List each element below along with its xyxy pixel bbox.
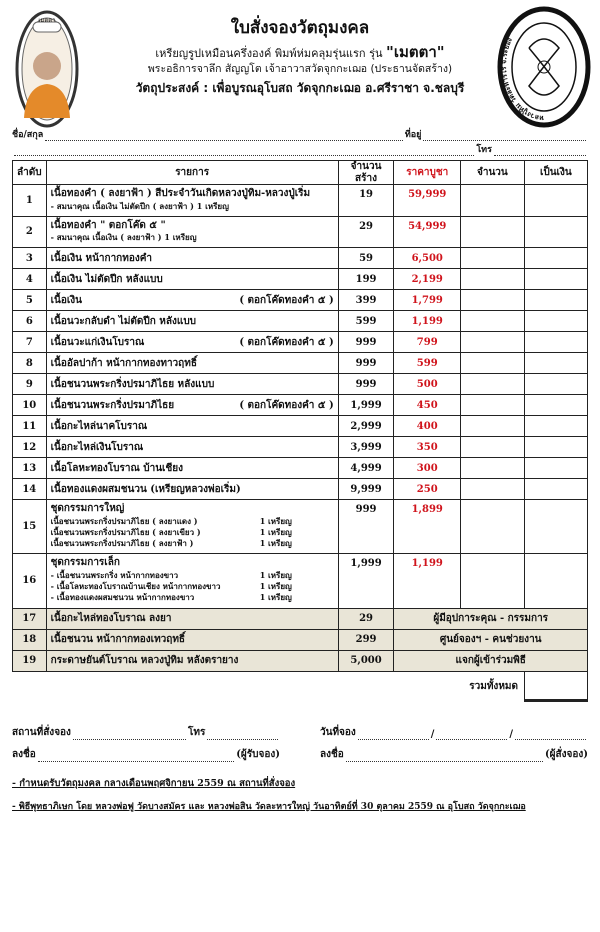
sub-item-text: - เนื้อทองแดงผสมชนวน หน้ากากทองขาว bbox=[50, 592, 195, 603]
column-header: รายการ bbox=[46, 161, 338, 185]
table-row bbox=[13, 311, 588, 332]
built-quantity: 2,999 bbox=[338, 416, 394, 437]
signature-row-2 bbox=[12, 746, 588, 762]
receiver-dots bbox=[38, 753, 234, 762]
phone-field[interactable] bbox=[12, 142, 588, 156]
order-quantity-input[interactable] bbox=[461, 269, 525, 290]
item-cell bbox=[46, 269, 338, 290]
phone-label: โทร bbox=[476, 145, 492, 155]
sub-item bbox=[51, 517, 334, 526]
amount-cell[interactable] bbox=[524, 332, 587, 353]
item-cell bbox=[46, 216, 338, 248]
item-name bbox=[51, 295, 334, 307]
item-cell bbox=[46, 248, 338, 269]
item-text: เนื้อกะไหล่เงินโบราณ bbox=[50, 441, 144, 453]
sub-item-text: - สมนาคุณ เนื้อเงิน ( ลงยาฟ้า ) 1 เหรียญ bbox=[50, 232, 197, 243]
table-row bbox=[13, 629, 588, 650]
item-cell bbox=[46, 395, 338, 416]
row-number: 6 bbox=[13, 311, 47, 332]
price-cell: 2,199 bbox=[394, 269, 461, 290]
address-dots-2 bbox=[14, 147, 474, 156]
item-name bbox=[51, 613, 334, 625]
price-cell: 450 bbox=[394, 395, 461, 416]
item-name bbox=[51, 463, 334, 475]
item-code-tag: ( ตอกโค๊ดทองคำ ๕ ) bbox=[239, 336, 334, 348]
orderer-label: (ผู้สั่งจอง) bbox=[544, 748, 588, 760]
row-number: 12 bbox=[13, 437, 47, 458]
price-cell: 59,999 bbox=[394, 185, 461, 217]
order-table bbox=[12, 160, 588, 672]
row-number: 17 bbox=[13, 608, 47, 629]
sub-item-text: - เนื้อโลหะทองโบราณบ้านเชียง หน้ากากทองขาว bbox=[50, 581, 221, 592]
item-cell bbox=[46, 185, 338, 217]
price-cell: 599 bbox=[394, 353, 461, 374]
order-quantity-input[interactable] bbox=[461, 353, 525, 374]
total-amount-box[interactable] bbox=[524, 672, 588, 702]
footer-note-ceremony: - พิธีพุทธาภิเษก โดย หลวงพ่อฟู วัดบางสมัคร และ หลวงพ่อสิน วัดละหารใหญ่ วันอาทิตย์ที่ 30 ตุลาคม 2559 ณ อุโบสถ วัดจุกกะเฌอ bbox=[12, 801, 526, 812]
item-cell bbox=[46, 500, 338, 554]
table-row bbox=[13, 248, 588, 269]
column-header: จำนวนสร้าง bbox=[338, 161, 394, 185]
item-name bbox=[51, 400, 334, 412]
remark-cell: แจกผู้เข้าร่วมพิธี bbox=[394, 650, 588, 671]
order-quantity-input[interactable] bbox=[461, 395, 525, 416]
receiver-signature-field[interactable] bbox=[12, 746, 280, 762]
remark-cell: ศูนย์จองฯ - คนช่วยงาน bbox=[394, 629, 588, 650]
built-quantity: 1,999 bbox=[338, 395, 394, 416]
purpose-line: วัตถุประสงค์ : เพื่อบูรณอุโบสถ วัดจุกกะเฌอ อ.ศรีราชา จ.ชลบุรี bbox=[135, 81, 465, 95]
built-quantity: 29 bbox=[338, 608, 394, 629]
built-quantity: 4,999 bbox=[338, 458, 394, 479]
item-name bbox=[51, 188, 334, 200]
amount-cell[interactable] bbox=[524, 395, 587, 416]
item-name bbox=[51, 634, 334, 646]
item-cell bbox=[46, 332, 338, 353]
price-cell: 54,999 bbox=[394, 216, 461, 248]
left-logo-text: เมตตา bbox=[38, 17, 56, 24]
item-cell bbox=[46, 629, 338, 650]
day-dots bbox=[358, 731, 429, 740]
built-quantity: 59 bbox=[338, 248, 394, 269]
item-text: เนื้อเงิน bbox=[50, 294, 82, 306]
amount-cell[interactable] bbox=[524, 416, 587, 437]
row-number: 5 bbox=[13, 290, 47, 311]
seal-ring-text: หลวงปู่ทิม วัดละหารไร่ จ.ระยอง bbox=[500, 36, 545, 123]
order-quantity-input[interactable] bbox=[461, 479, 525, 500]
series-name: "เมตตา" bbox=[386, 43, 445, 61]
row-number: 15 bbox=[13, 500, 47, 554]
order-quantity-input[interactable] bbox=[461, 248, 525, 269]
table-row bbox=[13, 479, 588, 500]
table-row bbox=[13, 554, 588, 608]
order-quantity-input[interactable] bbox=[461, 554, 525, 608]
table-row bbox=[13, 608, 588, 629]
item-name bbox=[51, 655, 334, 667]
item-name bbox=[51, 220, 334, 232]
form-body bbox=[12, 160, 588, 813]
item-text: เนื้อทองคำ ( ลงยาฟ้า ) สีประจำวันเกิดหลวงปู่ทิม-หลวงปู่เริ่ม bbox=[50, 188, 311, 199]
price-cell: 350 bbox=[394, 437, 461, 458]
item-cell bbox=[46, 437, 338, 458]
item-text: ชุดกรรมการใหญ่ bbox=[50, 503, 125, 515]
item-cell bbox=[46, 650, 338, 671]
price-cell: 500 bbox=[394, 374, 461, 395]
sub-item-qty: 1 เหรียญ bbox=[259, 538, 292, 549]
built-quantity: 399 bbox=[338, 290, 394, 311]
sub-item-qty: 1 เหรียญ bbox=[259, 581, 292, 592]
built-quantity: 999 bbox=[338, 374, 394, 395]
row-number: 8 bbox=[13, 353, 47, 374]
order-quantity-input[interactable] bbox=[461, 374, 525, 395]
price-cell: 1,899 bbox=[394, 500, 461, 554]
sub-item-text: - เนื้อชนวนพระกริ่ง หน้ากากทองขาว bbox=[50, 569, 179, 580]
order-quantity-input[interactable] bbox=[461, 332, 525, 353]
table-row bbox=[13, 437, 588, 458]
table-row bbox=[13, 395, 588, 416]
item-text: เนื้อโลหะทองโบราณ บ้านเชียง bbox=[50, 462, 184, 474]
row-number: 14 bbox=[13, 479, 47, 500]
table-row bbox=[13, 353, 588, 374]
item-cell bbox=[46, 608, 338, 629]
item-name bbox=[51, 557, 334, 569]
item-name bbox=[51, 274, 334, 286]
year-dots bbox=[515, 731, 586, 740]
price-cell: 1,199 bbox=[394, 311, 461, 332]
item-text: เนื้อชนวนพระกริ่งปรมาภิไธย bbox=[50, 399, 175, 411]
table-row bbox=[13, 650, 588, 671]
date-label: วันที่จอง bbox=[320, 726, 356, 738]
built-quantity: 19 bbox=[338, 185, 394, 217]
row-number: 16 bbox=[13, 554, 47, 608]
remark-cell: ผู้มีอุปการะคุณ - กรรมการ bbox=[394, 608, 588, 629]
address-label: ที่อยู่ bbox=[404, 130, 422, 140]
item-text: กระดาษยันต์โบราณ หลวงปู่ทิม หลังตรายาง bbox=[50, 654, 239, 666]
row-number: 13 bbox=[13, 458, 47, 479]
sub-item bbox=[51, 582, 334, 591]
item-cell bbox=[46, 458, 338, 479]
month-dots bbox=[436, 731, 507, 740]
built-quantity: 3,999 bbox=[338, 437, 394, 458]
sub-item bbox=[51, 233, 334, 242]
table-row bbox=[13, 269, 588, 290]
row-number: 7 bbox=[13, 332, 47, 353]
amount-cell[interactable] bbox=[524, 269, 587, 290]
place-phone-label: โทร bbox=[188, 726, 206, 738]
amount-cell[interactable] bbox=[524, 479, 587, 500]
place-label: สถานที่สั่งจอง bbox=[12, 726, 71, 738]
sub-item bbox=[51, 202, 334, 211]
item-cell bbox=[46, 479, 338, 500]
table-row bbox=[13, 458, 588, 479]
item-code-tag: ( ตอกโค๊ดทองคำ ๕ ) bbox=[239, 399, 334, 411]
column-header: ราคาบูชา bbox=[394, 161, 461, 185]
address-dots bbox=[423, 132, 586, 141]
order-quantity-input[interactable] bbox=[461, 185, 525, 217]
item-cell bbox=[46, 311, 338, 332]
table-row bbox=[13, 332, 588, 353]
item-text: เนื้อทองแดงผสมชนวน (เหรียญหลวงพ่อเริ่ม) bbox=[50, 483, 241, 495]
table-row bbox=[13, 290, 588, 311]
item-cell bbox=[46, 374, 338, 395]
sub-item-qty bbox=[260, 202, 314, 211]
item-cell bbox=[46, 554, 338, 608]
item-text: เนื้อเงิน หน้ากากทองคำ bbox=[50, 252, 153, 264]
row-number: 11 bbox=[13, 416, 47, 437]
footer-note-pickup: - กำหนดรับวัตถุมงคล กลางเดือนพฤศจิกายน 2559 ณ สถานที่สั่งจอง bbox=[12, 777, 296, 789]
built-quantity: 5,000 bbox=[338, 650, 394, 671]
row-number: 3 bbox=[13, 248, 47, 269]
sub-item bbox=[51, 571, 334, 580]
amount-cell[interactable] bbox=[524, 311, 587, 332]
table-row bbox=[13, 416, 588, 437]
amount-cell[interactable] bbox=[524, 554, 587, 608]
column-header: เป็นเงิน bbox=[524, 161, 587, 185]
item-code-tag: ( ตอกโค๊ดทองคำ ๕ ) bbox=[239, 294, 334, 306]
table-row bbox=[13, 216, 588, 248]
subtitle-text: เหรียญรูปเหมือนครึ่งองค์ พิมพ์ห่มคลุมรุ่นแรก รุ่น bbox=[155, 47, 383, 60]
built-quantity: 999 bbox=[338, 332, 394, 353]
item-name bbox=[51, 379, 334, 391]
item-name bbox=[51, 484, 334, 496]
item-text: เนื้อชนวน หน้ากากทองเทวฤทธิ์ bbox=[50, 633, 186, 645]
order-quantity-input[interactable] bbox=[461, 458, 525, 479]
order-quantity-input[interactable] bbox=[461, 311, 525, 332]
chairman-line: พระอธิการจาลึก สัญญโต เจ้าอาวาสวัดจุกกะเฌอ (ประธานจัดสร้าง) bbox=[147, 63, 453, 75]
amount-cell[interactable] bbox=[524, 500, 587, 554]
item-name bbox=[51, 253, 334, 265]
built-quantity: 299 bbox=[338, 629, 394, 650]
row-number: 9 bbox=[13, 374, 47, 395]
item-text: เนื้อกะไหล่นาคโบราณ bbox=[50, 420, 148, 432]
amount-cell[interactable] bbox=[524, 374, 587, 395]
built-quantity: 999 bbox=[338, 353, 394, 374]
item-text: เนื้อทองคำ " ตอกโค๊ด ๕ " bbox=[50, 219, 166, 231]
price-cell: 6,500 bbox=[394, 248, 461, 269]
sign-label: ลงชื่อ bbox=[12, 748, 36, 760]
name-label: ชื่อ/สกุล bbox=[12, 130, 44, 140]
order-quantity-input[interactable] bbox=[461, 416, 525, 437]
row-number: 4 bbox=[13, 269, 47, 290]
sub-item-text: เนื้อชนวนพระกริ่งปรมาภิไธย ( ลงยาแดง ) bbox=[50, 515, 198, 526]
order-quantity-input[interactable] bbox=[461, 500, 525, 554]
sub-item bbox=[51, 528, 334, 537]
total-label: รวมทั้งหมด bbox=[469, 681, 518, 692]
column-header: ลำดับ bbox=[13, 161, 47, 185]
row-number: 19 bbox=[13, 650, 47, 671]
price-cell: 1,799 bbox=[394, 290, 461, 311]
place-dots bbox=[73, 731, 186, 740]
built-quantity: 1,999 bbox=[338, 554, 394, 608]
row-number: 10 bbox=[13, 395, 47, 416]
order-quantity-input[interactable] bbox=[461, 290, 525, 311]
sub-item bbox=[51, 593, 334, 602]
phone-dots bbox=[494, 147, 586, 156]
amount-cell[interactable] bbox=[524, 353, 587, 374]
item-cell bbox=[46, 290, 338, 311]
order-quantity-input[interactable] bbox=[461, 216, 525, 248]
item-text: เนื้อกะไหล่ทองโบราณ ลงยา bbox=[50, 612, 172, 624]
sub-item-qty: 1 เหรียญ bbox=[259, 527, 292, 538]
amount-cell[interactable] bbox=[524, 185, 587, 217]
table-row bbox=[13, 374, 588, 395]
amount-cell[interactable] bbox=[524, 437, 587, 458]
sub-item-text: เนื้อชนวนพระกริ่งปรมาภิไธย ( ลงยาฟ้า ) bbox=[50, 538, 194, 549]
amount-cell[interactable] bbox=[524, 216, 587, 248]
table-row bbox=[13, 500, 588, 554]
row-number: 1 bbox=[13, 185, 47, 217]
column-header: จำนวน bbox=[461, 161, 525, 185]
item-name bbox=[51, 421, 334, 433]
item-name bbox=[51, 503, 334, 515]
item-text: เนื้อนวะกลับดำ ไม่ตัดปีก หลังแบบ bbox=[50, 315, 197, 327]
built-quantity: 199 bbox=[338, 269, 394, 290]
orderer-signature-field[interactable] bbox=[320, 746, 588, 762]
sub-item-text: เนื้อชนวนพระกริ่งปรมาภิไธย ( ลงยาเขียว ) bbox=[50, 527, 201, 538]
item-name bbox=[51, 316, 334, 328]
item-cell bbox=[46, 416, 338, 437]
total-row bbox=[12, 672, 588, 702]
order-place-field[interactable] bbox=[12, 724, 280, 740]
sub-item bbox=[51, 539, 334, 548]
signature-row-1 bbox=[12, 724, 588, 740]
price-cell: 1,199 bbox=[394, 554, 461, 608]
item-name bbox=[51, 442, 334, 454]
sub-item-qty: 1 เหรียญ bbox=[259, 592, 292, 603]
built-quantity: 599 bbox=[338, 311, 394, 332]
item-text: เนื้ออัลปาก้า หน้ากากทองทาวฤทธิ์ bbox=[50, 357, 197, 369]
price-cell: 250 bbox=[394, 479, 461, 500]
orderer-dots bbox=[346, 753, 543, 762]
sub-item-qty: 1 เหรียญ bbox=[259, 569, 292, 580]
built-quantity: 999 bbox=[338, 500, 394, 554]
amount-cell[interactable] bbox=[524, 458, 587, 479]
sub-item-qty: 1 เหรียญ bbox=[259, 515, 292, 526]
amount-cell[interactable] bbox=[524, 248, 587, 269]
name-address-field[interactable] bbox=[12, 127, 588, 141]
item-text: ชุดกรรมการเล็ก bbox=[50, 557, 120, 569]
amount-cell[interactable] bbox=[524, 290, 587, 311]
row-number: 18 bbox=[13, 629, 47, 650]
item-cell bbox=[46, 353, 338, 374]
price-cell: 300 bbox=[394, 458, 461, 479]
price-cell: 400 bbox=[394, 416, 461, 437]
page-title: ใบสั่งจองวัตถุมงคล bbox=[230, 18, 370, 38]
item-text: เนื้อชนวนพระกริ่งปรมาภิไธย หลังแบบ bbox=[50, 378, 215, 390]
item-name bbox=[51, 358, 334, 370]
order-date-field[interactable]: วันที่จอง / / bbox=[320, 724, 588, 740]
name-dots bbox=[45, 132, 403, 141]
order-quantity-input[interactable] bbox=[461, 437, 525, 458]
sign-label-2: ลงชื่อ bbox=[320, 748, 344, 760]
item-text: เนื้อเงิน ไม่ตัดปีก หลังแบบ bbox=[50, 273, 163, 285]
sub-item-qty bbox=[260, 233, 314, 242]
built-quantity: 29 bbox=[338, 216, 394, 248]
item-name bbox=[51, 337, 334, 349]
sub-item-text: - สมนาคุณ เนื้อเงิน ไม่ตัดปีก ( ลงยาฟ้า ) 1 เหรียญ bbox=[50, 200, 229, 211]
built-quantity: 9,999 bbox=[338, 479, 394, 500]
item-text: เนื้อนวะแก่เงินโบราณ bbox=[50, 336, 145, 348]
table-row bbox=[13, 185, 588, 217]
row-number: 2 bbox=[13, 216, 47, 248]
place-phone-dots bbox=[207, 731, 278, 740]
price-cell: 799 bbox=[394, 332, 461, 353]
receiver-label: (ผู้รับจอง) bbox=[236, 748, 280, 760]
